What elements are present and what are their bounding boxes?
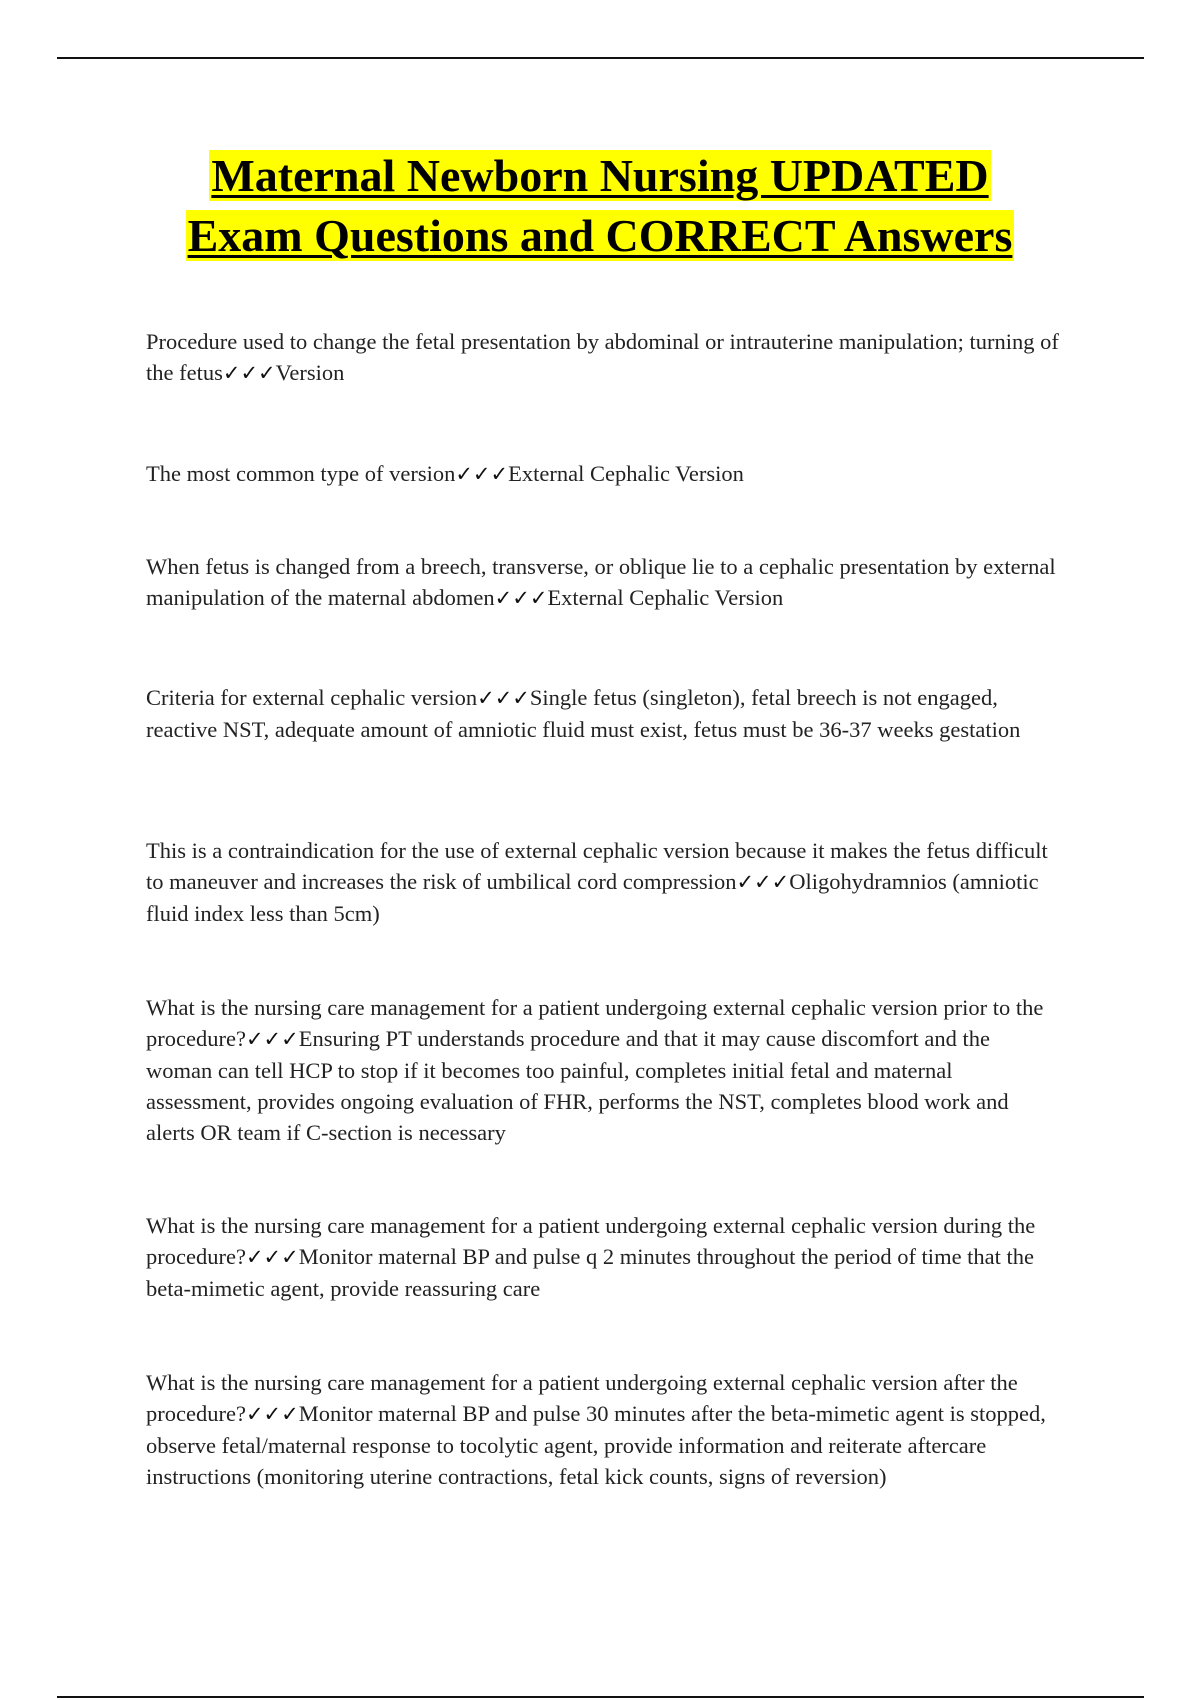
answer-text: Version <box>275 360 345 385</box>
checkmarks-icon: ✓✓✓ <box>736 870 790 894</box>
checkmarks-icon: ✓✓✓ <box>222 361 276 385</box>
question-text: What is the nursing care management for a patient undergoing external cephalic version prior to the procedure? <box>146 995 1044 1051</box>
checkmarks-icon: ✓✓✓ <box>494 586 548 610</box>
top-rule <box>57 57 1144 59</box>
answer-text: Ensuring PT understands procedure and that it may cause discomfort and the woman can tell HCP to stop if it becomes too painful, completes initial fetal and maternal assessment, provides ongoing evaluation of FHR, performs the NST, completes blood work and alerts OR team if C-section is necessary <box>146 1026 1009 1145</box>
qa-item <box>146 835 1061 929</box>
question-text: Criteria for external cephalic version <box>146 685 478 710</box>
question-text: The most common type of version <box>146 461 456 486</box>
answer-text: Single fetus (singleton), fetal breech is not engaged, reactive NST, adequate amount of amniotic fluid must exist, fetus must be 36-37 weeks gestation <box>146 685 1021 742</box>
question-text: What is the nursing care management for a patient undergoing external cephalic version after the procedure? <box>146 1370 1018 1426</box>
question-text: What is the nursing care management for a patient undergoing external cephalic version during the procedure? <box>146 1213 1036 1269</box>
answer-text: External Cephalic Version <box>508 461 744 486</box>
checkmarks-icon: ✓✓✓ <box>455 462 509 486</box>
question-text: Procedure used to change the fetal presentation by abdominal or intrauterine manipulation; turning of the fetus <box>146 329 1059 385</box>
qa-item <box>146 1367 1061 1492</box>
qa-item <box>146 551 1061 614</box>
bottom-rule <box>57 1696 1144 1698</box>
title-line-2: Exam Questions and CORRECT Answers <box>187 210 1013 261</box>
qa-item <box>146 992 1061 1148</box>
checkmarks-icon: ✓✓✓ <box>477 686 530 710</box>
qa-item <box>146 458 1061 490</box>
question-text: This is a contraindication for the use of external cephalic version because it makes the fetus difficult to maneuver and increases the risk of umbilical cord compression <box>146 838 1048 894</box>
qa-item <box>146 1210 1061 1304</box>
answer-text: Oligohydramnios (amniotic fluid index less than 5cm) <box>146 869 1039 926</box>
question-text: When fetus is changed from a breech, transverse, or oblique lie to a cephalic presentation by external manipulation of the maternal abdomen <box>146 554 1056 610</box>
document-title <box>0 146 1200 266</box>
answer-text: Monitor maternal BP and pulse 30 minutes after the beta-mimetic agent is stopped, observe fetal/maternal response to tocolytic agent, provide information and reiterate aftercare instructions (monitoring uterine contractions, fetal kick counts, signs of reversion) <box>146 1401 1046 1489</box>
title-line-1: Maternal Newborn Nursing UPDATED <box>211 150 989 201</box>
answer-text: Monitor maternal BP and pulse q 2 minutes throughout the period of time that the beta-mimetic agent, provide reassuring care <box>146 1244 1035 1301</box>
qa-item <box>146 682 1061 745</box>
qa-item <box>146 326 1061 389</box>
checkmarks-icon: ✓✓✓ <box>245 1402 299 1426</box>
checkmarks-icon: ✓✓✓ <box>245 1027 299 1051</box>
answer-text: External Cephalic Version <box>547 585 784 610</box>
checkmarks-icon: ✓✓✓ <box>245 1245 299 1269</box>
